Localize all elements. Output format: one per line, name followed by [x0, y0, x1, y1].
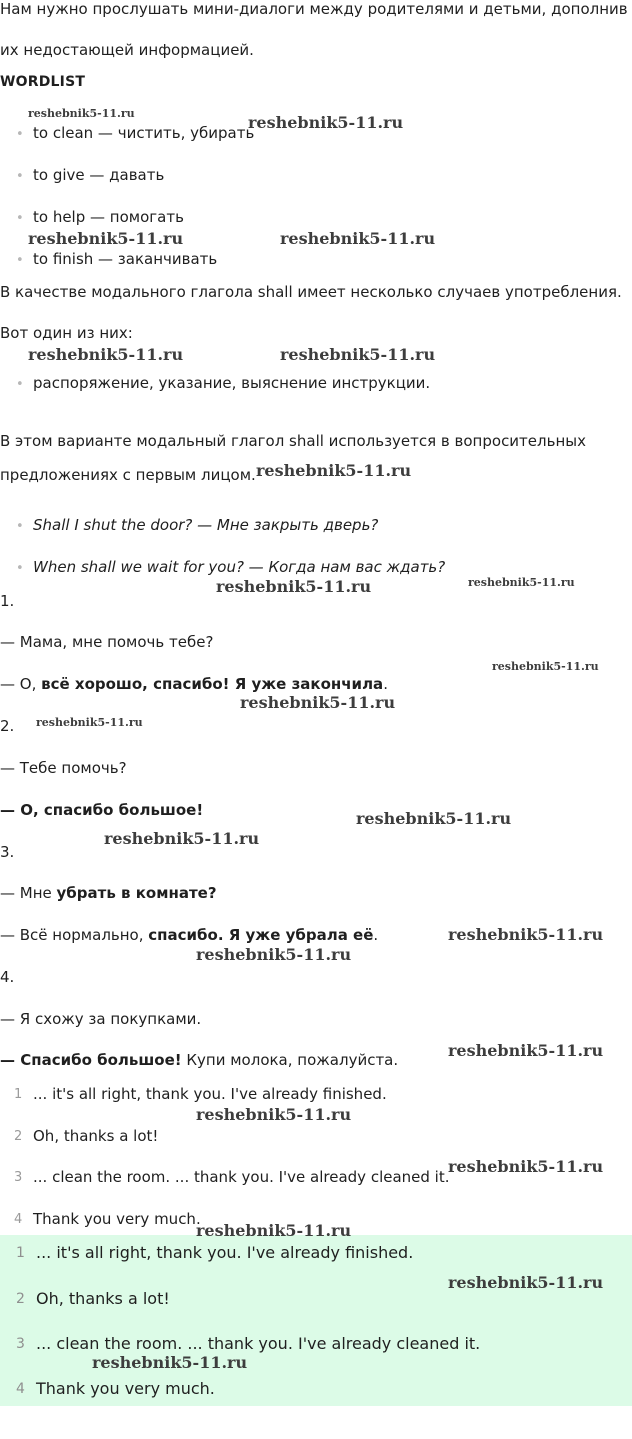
answer-box-text: Oh, thanks a lot!: [36, 1289, 170, 1308]
watermark: reshebnik5-11.ru: [448, 1041, 604, 1060]
grammar-paragraph-2: Вот один из них:: [0, 324, 133, 342]
watermark: reshebnik5-11.ru: [196, 945, 352, 964]
example-1: Shall I shut the door? — Мне закрыть дверь?: [33, 516, 379, 534]
wordlist-item: to give — давать: [33, 166, 165, 184]
dialogue-number: 4.: [0, 968, 15, 986]
wordlist-item: to help — помогать: [33, 208, 184, 226]
intro-line-1: Нам нужно прослушать мини-диалоги между родителями и детьми, дополнив: [0, 0, 628, 18]
dialogue-number: 1.: [0, 592, 15, 610]
watermark: reshebnik5-11.ru: [248, 113, 404, 132]
answer-box-number: 3: [16, 1336, 25, 1352]
grammar-bullet: распоряжение, указание, выяснение инструкции.: [33, 374, 431, 392]
watermark: reshebnik5-11.ru: [280, 229, 436, 248]
answer-box-text: Thank you very much.: [36, 1379, 215, 1398]
answer-number: 4: [14, 1212, 23, 1227]
watermark: reshebnik5-11.ru: [28, 229, 184, 248]
bullet-icon: •: [16, 561, 24, 576]
watermark: reshebnik5-11.ru: [216, 577, 372, 596]
watermark: reshebnik5-11.ru: [468, 576, 575, 589]
watermark: reshebnik5-11.ru: [104, 829, 260, 848]
answer-number: 3: [14, 1170, 23, 1185]
grammar-paragraph-3-line-2: предложениях с первым лицом.: [0, 466, 256, 484]
dialogue-answer: — Всё нормально, спасибо. Я уже убрала её.: [0, 926, 379, 944]
wordlist-title: WORDLIST: [0, 74, 86, 90]
watermark: reshebnik5-11.ru: [448, 1157, 604, 1176]
dialogue-number: 2.: [0, 717, 15, 735]
dialogue-question: — Мама, мне помочь тебе?: [0, 633, 214, 651]
watermark: reshebnik5-11.ru: [256, 461, 412, 480]
wordlist-item: to finish — заканчивать: [33, 250, 218, 268]
bullet-icon: •: [16, 377, 24, 392]
answer-text: Thank you very much.: [33, 1210, 201, 1228]
dialogue-question: — Я схожу за покупками.: [0, 1010, 202, 1028]
watermark: reshebnik5-11.ru: [492, 660, 599, 673]
bullet-icon: •: [16, 211, 24, 226]
bullet-icon: •: [16, 169, 24, 184]
watermark: reshebnik5-11.ru: [280, 345, 436, 364]
watermark: reshebnik5-11.ru: [28, 345, 184, 364]
answer-number: 2: [14, 1129, 23, 1144]
grammar-paragraph-3-line-1: В этом варианте модальный глагол shall используется в вопросительных: [0, 432, 586, 450]
bullet-icon: •: [16, 519, 24, 534]
dialogue-answer: — О, спасибо большое!: [0, 801, 204, 819]
dialogue-answer: — О, всё хорошо, спасибо! Я уже закончила.: [0, 675, 388, 693]
dialogue-question: — Тебе помочь?: [0, 759, 127, 777]
example-2: When shall we wait for you? — Когда нам вас ждать?: [33, 558, 446, 576]
answer-text: Oh, thanks a lot!: [33, 1127, 159, 1145]
dialogue-question: — Мне убрать в комнате?: [0, 884, 217, 902]
answer-box-number: 2: [16, 1291, 25, 1307]
dialogue-number: 3.: [0, 843, 15, 861]
watermark: reshebnik5-11.ru: [240, 693, 396, 712]
bullet-icon: •: [16, 253, 24, 268]
watermark: reshebnik5-11.ru: [36, 716, 143, 729]
dialogue-answer: — Спасибо большое! Купи молока, пожалуйста.: [0, 1051, 399, 1069]
answer-box-number: 1: [16, 1245, 25, 1261]
watermark: reshebnik5-11.ru: [196, 1221, 352, 1240]
answer-text: ... clean the room. ... thank you. I've already cleaned it.: [33, 1168, 450, 1186]
grammar-paragraph-1: В качестве модального глагола shall имеет несколько случаев употребления.: [0, 283, 622, 301]
watermark: reshebnik5-11.ru: [92, 1353, 248, 1372]
bullet-icon: •: [16, 127, 24, 142]
watermark: reshebnik5-11.ru: [196, 1105, 352, 1124]
wordlist-item: to clean — чистить, убирать: [33, 124, 255, 142]
answer-number: 1: [14, 1087, 23, 1102]
watermark: reshebnik5-11.ru: [448, 1273, 604, 1292]
watermark: reshebnik5-11.ru: [356, 809, 512, 828]
answer-text: ... it's all right, thank you. I've already finished.: [33, 1085, 387, 1103]
watermark: reshebnik5-11.ru: [448, 925, 604, 944]
answer-box-text: ... it's all right, thank you. I've already finished.: [36, 1243, 414, 1262]
intro-line-2: их недостающей информацией.: [0, 41, 254, 59]
watermark: reshebnik5-11.ru: [28, 107, 135, 120]
answer-box-number: 4: [16, 1381, 25, 1397]
answer-box-text: ... clean the room. ... thank you. I've already cleaned it.: [36, 1334, 481, 1353]
